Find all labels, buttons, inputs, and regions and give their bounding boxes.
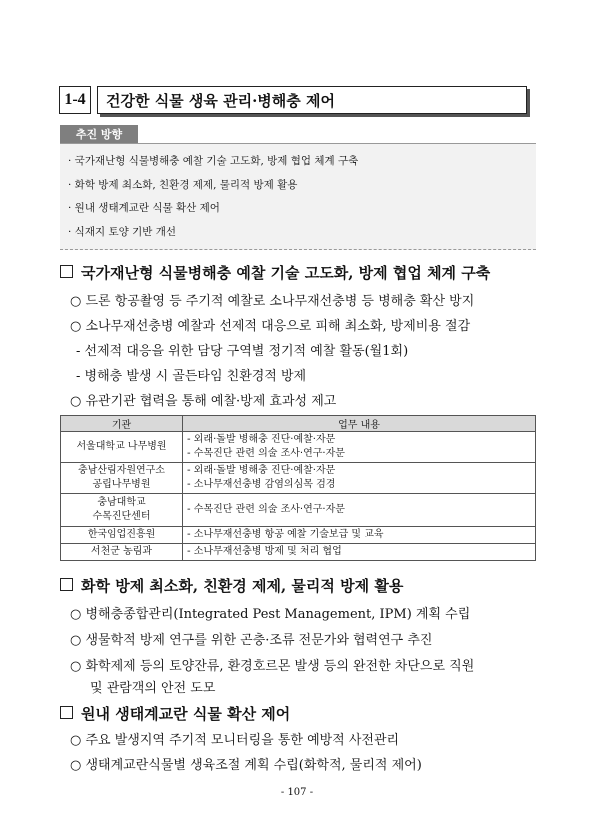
section-title: 건강한 식물 생육 관리·병해충 제어 bbox=[97, 86, 527, 114]
checkbox-square-icon bbox=[60, 578, 73, 591]
heading-2-text: 화학 방제 최소화, 친환경 제제, 물리적 방제 활용 bbox=[81, 577, 404, 595]
heading-2 bbox=[60, 575, 403, 596]
checkbox-square-icon bbox=[60, 706, 73, 719]
table-cell-org: 충남대학교 수목진단센터 bbox=[61, 494, 183, 527]
direction-item: · 식재지 토양 기반 개선 bbox=[68, 226, 176, 238]
task-line: - 외래·돌발 병해충 진단·예찰·자문 bbox=[187, 465, 336, 476]
bullet-item: ○ 드론 항공촬영 등 주기적 예찰로 소나무재선충병 등 병해충 확산 방지 bbox=[70, 294, 475, 309]
direction-tag: 추진 방향 bbox=[60, 125, 138, 143]
table-cell-org: 한국임업진흥원 bbox=[61, 527, 183, 544]
section-number: 1-4 bbox=[59, 86, 91, 114]
table-header-row bbox=[61, 416, 536, 432]
table-cell-org: 충남산림자원연구소 공립나무병원 bbox=[61, 463, 183, 494]
table-row bbox=[61, 432, 536, 463]
bullet-item: ○ 병해충종합관리(Integrated Pest Management, IPM) 계획 수립 bbox=[70, 607, 471, 622]
heading-3 bbox=[60, 703, 290, 724]
table-cell-task bbox=[183, 463, 536, 494]
table-cell-org: 서울대학교 나무병원 bbox=[61, 432, 183, 463]
heading-1-text: 국가재난형 식물병해충 예찰 기술 고도화, 방제 협업 체계 구축 bbox=[81, 264, 491, 282]
bullet-item: ○ 화학제제 등의 토양잔류, 환경호르몬 발생 등의 완전한 차단으로 직원 bbox=[70, 659, 475, 674]
table-cell-task bbox=[183, 544, 536, 561]
direction-box bbox=[60, 143, 536, 250]
direction-item: · 원내 생태계교란 식물 확산 제어 bbox=[68, 202, 220, 214]
checkbox-square-icon bbox=[60, 265, 73, 278]
table-cell-task bbox=[183, 494, 536, 527]
direction-item: · 화학 방제 최소화, 친환경 제제, 물리적 방제 활용 bbox=[68, 179, 298, 191]
table-row bbox=[61, 527, 536, 544]
heading-3-text: 원내 생태계교란 식물 확산 제어 bbox=[81, 705, 291, 723]
cooperation-table bbox=[60, 415, 536, 561]
table-row bbox=[61, 544, 536, 561]
bullet-continuation: 및 관람객의 안전 도모 bbox=[90, 681, 216, 696]
direction-item: · 국가재난형 식물병해충 예찰 기술 고도화, 방제 협업 체계 구축 bbox=[68, 155, 359, 167]
task-line: - 수목진단 관련 의술 조사·연구·자문 bbox=[187, 504, 345, 515]
task-line: - 수목진단 관련 의술 조사·연구·자문 bbox=[187, 448, 345, 459]
page-number: - 107 - bbox=[280, 787, 314, 798]
table-row bbox=[61, 463, 536, 494]
table-cell-task bbox=[183, 527, 536, 544]
table-header: 기관 bbox=[61, 416, 183, 432]
bullet-item: ○ 소나무재선충병 예찰과 선제적 대응으로 피해 최소화, 방제비용 절감 bbox=[70, 319, 471, 334]
bullet-item: ○ 생물학적 방제 연구를 위한 곤충·조류 전문가와 협력연구 추진 bbox=[70, 633, 433, 648]
task-line: - 소나무재선충병 감염의심목 검경 bbox=[187, 479, 336, 490]
task-line: - 소나무재선충병 방제 및 처리 협업 bbox=[187, 546, 342, 557]
sub-item: - 병해충 발생 시 골든타임 친환경적 방제 bbox=[76, 369, 307, 384]
table-header: 업무 내용 bbox=[183, 416, 536, 432]
bullet-item: ○ 생태계교란식물별 생육조절 계획 수립(화학적, 물리적 제어) bbox=[70, 758, 422, 773]
table-cell-org: 서천군 농림과 bbox=[61, 544, 183, 561]
table-row bbox=[61, 494, 536, 527]
sub-item: - 선제적 대응을 위한 담당 구역별 정기적 예찰 활동(월1회) bbox=[76, 344, 409, 359]
bullet-item: ○ 유관기관 협력을 통해 예찰·방제 효과성 제고 bbox=[70, 394, 337, 409]
task-line: - 외래·돌발 병해충 진단·예찰·자문 bbox=[187, 434, 336, 445]
task-line: - 소나무재선충병 항공 예찰 기술보급 및 교육 bbox=[187, 529, 384, 540]
bullet-item: ○ 주요 발생지역 주기적 모니터링을 통한 예방적 사전관리 bbox=[70, 733, 400, 748]
heading-1 bbox=[60, 262, 490, 283]
table-cell-task bbox=[183, 432, 536, 463]
